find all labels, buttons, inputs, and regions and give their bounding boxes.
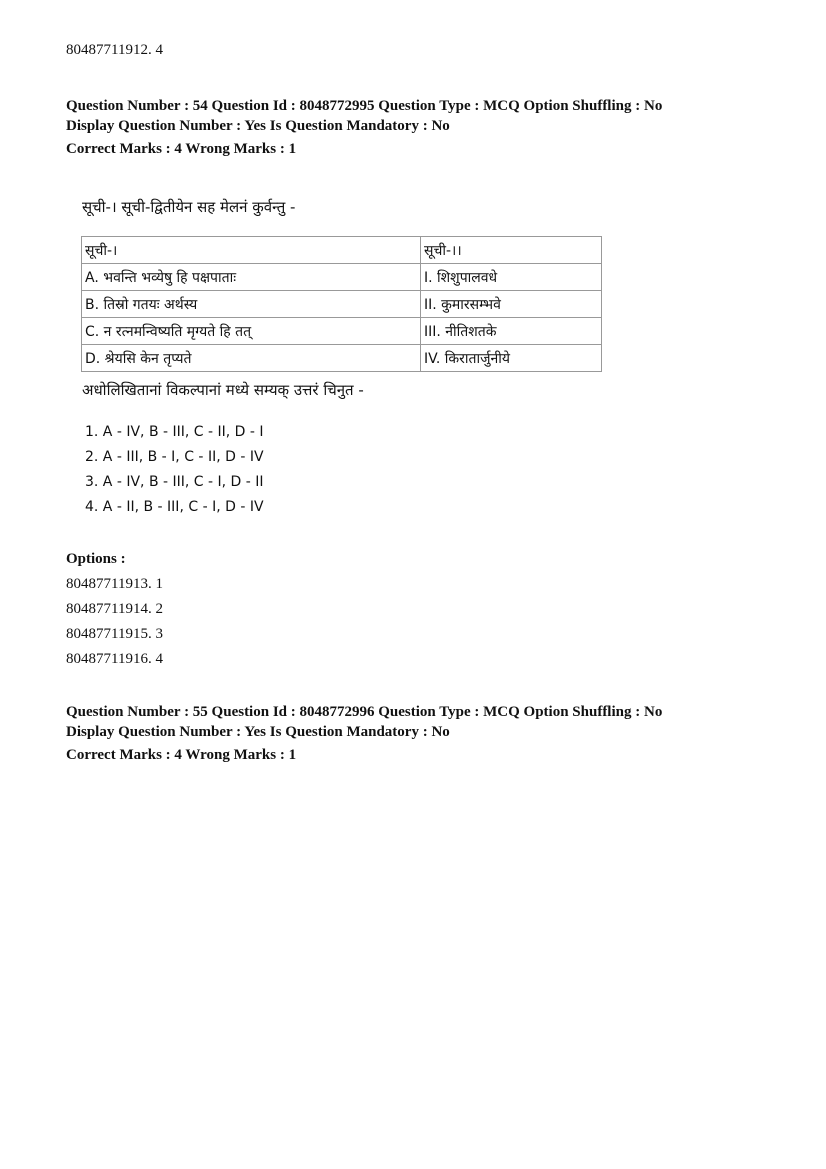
list-item: 4. A - II, B - III, C - I, D - IV xyxy=(85,499,264,515)
question-55-meta-line2: Display Question Number : Yes Is Question Mandatory : No xyxy=(66,724,450,740)
options-list xyxy=(66,575,163,675)
previous-option-line: 80487711912. 4 xyxy=(66,42,163,58)
list-item: 3. A - IV, B - III, C - I, D - II xyxy=(85,474,264,490)
table-row xyxy=(82,264,602,291)
table-header-list2: सूची-।। xyxy=(421,237,602,264)
table-cell: III. नीतिशतके xyxy=(421,318,602,345)
option-item: 80487711916. 4 xyxy=(66,651,163,667)
question-55-marks: Correct Marks : 4 Wrong Marks : 1 xyxy=(66,747,297,763)
question-instruction: अधोलिखितानां विकल्पानां मध्ये सम्यक् उत्तरं चिनुत - xyxy=(82,381,364,399)
table-header-list1: सूची-। xyxy=(82,237,421,264)
table-header-row xyxy=(82,237,602,264)
list-item: 1. A - IV, B - III, C - II, D - I xyxy=(85,424,264,440)
table-cell: I. शिशुपालवधे xyxy=(421,264,602,291)
question-54-meta-line2: Display Question Number : Yes Is Question Mandatory : No xyxy=(66,118,450,134)
options-heading: Options : xyxy=(66,551,126,567)
table-cell: B. तिस्रो गतयः अर्थस्य xyxy=(82,291,421,318)
answer-choices xyxy=(85,423,264,523)
question-54-meta xyxy=(66,96,662,159)
table-cell: IV. किरातार्जुनीये xyxy=(421,345,602,372)
table-cell: A. भवन्ति भव्येषु हि पक्षपाताः xyxy=(82,264,421,291)
match-table xyxy=(81,236,602,372)
question-prompt: सूची-। सूची-द्वितीयेन सह मेलनं कुर्वन्तु - xyxy=(82,198,296,216)
table-row xyxy=(82,345,602,372)
question-54-meta-line1: Question Number : 54 Question Id : 8048772995 Question Type : MCQ Option Shuffling : No xyxy=(66,98,663,114)
table-row xyxy=(82,291,602,318)
option-item: 80487711913. 1 xyxy=(66,576,163,592)
table-row xyxy=(82,318,602,345)
question-54-marks: Correct Marks : 4 Wrong Marks : 1 xyxy=(66,141,297,157)
table-cell: C. न रत्नमन्विष्यति मृग्यते हि तत् xyxy=(82,318,421,345)
question-55-meta-line1: Question Number : 55 Question Id : 8048772996 Question Type : MCQ Option Shuffling : No xyxy=(66,704,663,720)
option-item: 80487711914. 2 xyxy=(66,601,163,617)
table-cell: II. कुमारसम्भवे xyxy=(421,291,602,318)
table-cell: D. श्रेयसि केन तृप्यते xyxy=(82,345,421,372)
option-item: 80487711915. 3 xyxy=(66,626,163,642)
list-item: 2. A - III, B - I, C - II, D - IV xyxy=(85,449,264,465)
question-55-meta xyxy=(66,702,662,765)
